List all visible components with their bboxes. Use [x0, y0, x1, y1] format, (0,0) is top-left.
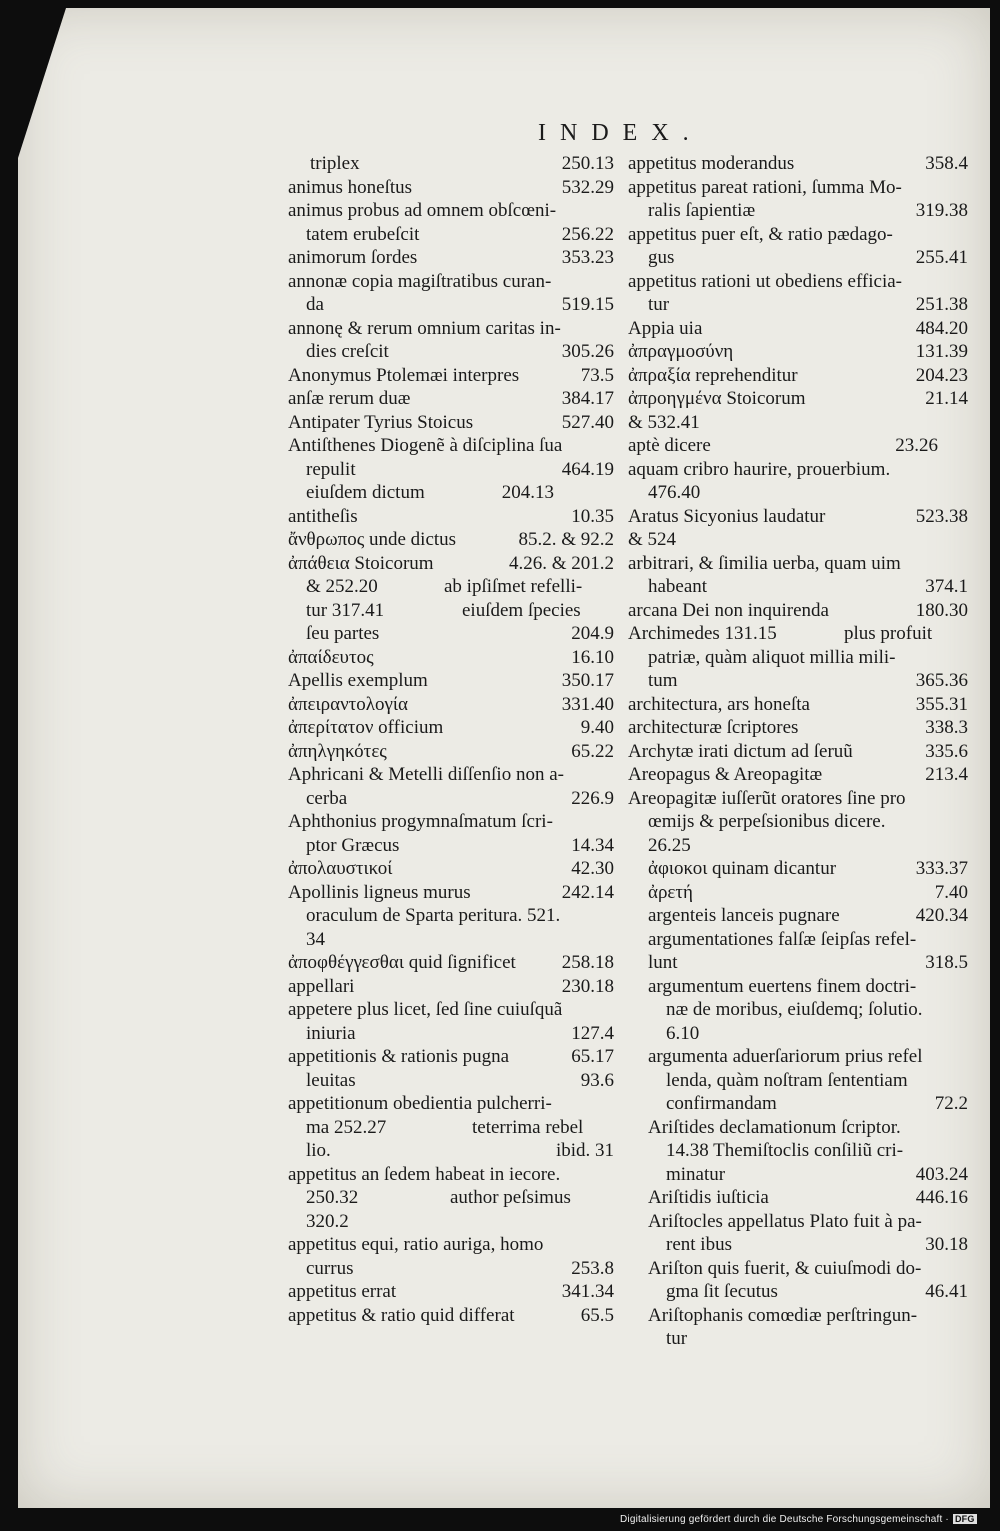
entry-term: minatur: [666, 1163, 726, 1185]
index-entry: [628, 834, 968, 858]
index-entry: [274, 246, 614, 270]
entry-reference: ibid. 31: [555, 1140, 614, 1161]
index-entry: [628, 998, 968, 1022]
entry-term: ἀπραξία reprehenditur: [628, 364, 798, 386]
entry-term: anſæ rerum duæ: [288, 388, 411, 409]
entry-term: 476.40: [648, 482, 701, 503]
digitization-credit: [620, 1514, 977, 1525]
index-entry: [274, 975, 614, 999]
entry-term: Ariſtophanis comœdiæ perſtringun-: [648, 1304, 918, 1326]
entry-term: appetitus puer eſt, & ratio pædago-: [628, 223, 893, 245]
entry-term: Apellis exemplum: [288, 670, 428, 691]
entry-term: appetitionis & rationis pugna: [288, 1046, 510, 1067]
entry-reference: 341.34: [561, 1281, 614, 1302]
index-entry: [274, 1139, 614, 1163]
index-entry: [628, 810, 968, 834]
entry-reference: 355.31: [915, 693, 968, 715]
entry-term: & 524: [628, 529, 677, 550]
entry-reference: 4.26. & 201.2: [508, 552, 614, 574]
index-entry: [274, 340, 614, 364]
index-entry: [274, 810, 614, 834]
entry-term: Anonymus Ptolemæi interpres: [288, 364, 520, 386]
index-entry: [628, 1186, 968, 1210]
index-entry: [628, 434, 968, 458]
index-entry: [628, 317, 968, 341]
entry-term: argumentum euertens finem doctri-: [648, 975, 917, 997]
index-entry: [274, 1257, 614, 1281]
index-entry: [628, 928, 968, 952]
entry-term: ἀπειραντολογία: [288, 693, 408, 715]
index-entry: [628, 716, 968, 740]
entry-term: argumenta aduerſariorum prius refel: [648, 1046, 923, 1067]
entry-term: appetere plus licet, ſed ſine cuiuſquã: [288, 999, 563, 1020]
index-entry: [274, 1116, 614, 1140]
index-entry: [274, 1069, 614, 1093]
entry-term: gma ſit ſecutus: [666, 1281, 778, 1302]
index-entry: [628, 1210, 968, 1234]
entry-term: tur 317.41: [306, 599, 385, 621]
entry-term: animus honeſtus: [288, 176, 413, 198]
index-entry: [628, 693, 968, 717]
index-entry: [274, 881, 614, 905]
entry-term: aptè dicere: [628, 435, 711, 456]
entry-reference: 65.17: [571, 1046, 614, 1067]
entry-reference: 204.23: [915, 364, 968, 386]
index-entry: [628, 857, 968, 881]
index-entry: [628, 1139, 968, 1163]
entry-term: 34: [306, 928, 325, 950]
dfg-logo: DFG: [954, 1514, 975, 1524]
entry-subterm: eiuſdem ſpecies: [462, 599, 581, 621]
entry-term: currus: [306, 1257, 354, 1279]
entry-term: architectura, ars honeſta: [628, 693, 810, 715]
index-entry: [274, 1233, 614, 1257]
entry-reference: 318.5: [925, 952, 968, 973]
entry-term: antitheſis: [288, 505, 358, 527]
entry-term: & 532.41: [628, 411, 700, 433]
entry-subterm: teterrima rebel: [472, 1116, 584, 1138]
credit-text: Digitalisierung gefördert durch die Deutsche Forschungsgemeinschaft ·: [620, 1514, 949, 1525]
entry-term: arcana Dei non inquirenda: [628, 599, 829, 621]
index-entry: [274, 458, 614, 482]
index-entry: [628, 763, 968, 787]
entry-reference: 21.14: [925, 388, 968, 409]
entry-term: tur: [648, 294, 670, 315]
entry-reference: 319.38: [915, 200, 968, 221]
entry-term: lenda, quàm noſtram ſententiam: [666, 1069, 908, 1091]
entry-reference: 258.18: [561, 952, 614, 973]
book-page: [18, 8, 990, 1508]
entry-term: da: [306, 294, 324, 315]
entry-subterm: ab ipſiſmet refelli-: [444, 576, 583, 597]
index-entry: [628, 669, 968, 693]
index-entry: [628, 387, 968, 411]
entry-term: arbitrari, & ſimilia uerba, quam uim: [628, 552, 901, 574]
index-entry: [628, 881, 968, 905]
index-entry: [274, 434, 614, 458]
entry-reference: 204.13: [501, 482, 554, 503]
entry-reference: 532.29: [561, 176, 614, 198]
index-entry: [274, 646, 614, 670]
entry-term: dies creſcit: [306, 341, 389, 362]
index-entry: [628, 199, 968, 223]
entry-term: appellari: [288, 975, 355, 997]
entry-term: eiuſdem dictum: [306, 482, 425, 503]
index-entry: [274, 904, 614, 928]
entry-term: ἀπροηγμένα Stoicorum: [628, 388, 806, 409]
entry-reference: 7.40: [934, 881, 968, 903]
index-entry: [628, 1257, 968, 1281]
index-entry: [628, 176, 968, 200]
entry-term: Archytæ irati dictum ad ſeruũ: [628, 740, 853, 762]
index-entry: [274, 317, 614, 341]
index-entry: [628, 293, 968, 317]
index-entry: [628, 787, 968, 811]
index-entry: [274, 928, 614, 952]
entry-term: ἀπραγμοσύνη: [628, 341, 734, 362]
index-entry: [628, 411, 968, 435]
index-entry: [628, 1045, 968, 1069]
entry-reference: 255.41: [915, 247, 968, 268]
index-entry: [274, 1280, 614, 1304]
entry-reference: 230.18: [561, 975, 614, 997]
entry-term: ἄνθρωπος unde dictus: [288, 529, 457, 550]
entry-reference: 335.6: [925, 740, 968, 762]
index-entry: [628, 575, 968, 599]
index-entry: [274, 763, 614, 787]
entry-reference: 420.34: [915, 905, 968, 926]
index-entry: [274, 223, 614, 247]
entry-term: œmijs & perpeſsionibus dicere.: [648, 811, 886, 832]
entry-term: lunt: [648, 952, 678, 973]
entry-term: Apollinis ligneus murus: [288, 881, 471, 903]
entry-reference: 65.5: [580, 1304, 614, 1326]
index-entry: [274, 716, 614, 740]
index-entry: [628, 270, 968, 294]
entry-reference: 333.37: [915, 858, 968, 879]
entry-reference: 519.15: [561, 294, 614, 315]
index-entry: [274, 622, 614, 646]
index-entry: [274, 834, 614, 858]
entry-term: appetitus equi, ratio auriga, homo: [288, 1234, 544, 1255]
entry-term: appetitus errat: [288, 1281, 397, 1302]
entry-term: Ariſtocles appellatus Plato fuit à pa-: [648, 1210, 922, 1232]
entry-term: appetitus pareat rationi, ſumma Mo-: [628, 176, 902, 198]
entry-term: lio.: [306, 1140, 331, 1161]
entry-term: appetitionum obedientia pulcherri-: [288, 1093, 552, 1114]
entry-term: Appia uia: [628, 317, 703, 339]
entry-reference: 16.10: [571, 646, 614, 668]
entry-term: ma 252.27: [306, 1116, 387, 1138]
left-index-column: [274, 152, 614, 1327]
entry-term: Ariſtidis iuſticia: [648, 1187, 769, 1208]
index-entry: [274, 998, 614, 1022]
index-entry: [628, 1233, 968, 1257]
entry-reference: 250.13: [561, 153, 614, 174]
entry-reference: 9.40: [580, 717, 614, 738]
entry-reference: 14.34: [571, 834, 614, 856]
entry-reference: 374.1: [925, 576, 968, 597]
entry-term: tum: [648, 670, 678, 691]
entry-term: Aphricani & Metelli diſſenſio non a-: [288, 764, 564, 785]
index-entry: [628, 1069, 968, 1093]
index-entry: [274, 1186, 614, 1210]
entry-term: ἀπολαυστικοί: [288, 858, 393, 879]
entry-term: 6.10: [666, 1022, 700, 1044]
index-entry: [628, 622, 968, 646]
index-entry: [628, 951, 968, 975]
index-entry: [628, 740, 968, 764]
index-entry: [628, 1092, 968, 1116]
entry-term: Ariſton quis fuerit, & cuiuſmodi do-: [648, 1257, 922, 1279]
index-entry: [628, 364, 968, 388]
entry-subterm: author peſsimus: [450, 1187, 571, 1208]
index-entry: [274, 505, 614, 529]
index-entry: [628, 599, 968, 623]
entry-term: tur: [666, 1328, 688, 1349]
index-entry: [628, 1327, 968, 1351]
index-entry: [274, 740, 614, 764]
index-entry: [274, 387, 614, 411]
index-entry: [628, 528, 968, 552]
entry-term: argumentationes falſæ ſeipſas refel-: [648, 928, 917, 950]
entry-term: Aphthonius progymnaſmatum ſcri-: [288, 811, 553, 832]
entry-reference: 93.6: [580, 1069, 614, 1091]
entry-term: aquam cribro haurire, prouerbium.: [628, 458, 891, 480]
index-entry: [274, 176, 614, 200]
entry-term: Aratus Sicyonius laudatur: [628, 505, 826, 527]
entry-reference: 127.4: [571, 1022, 614, 1044]
index-entry: [628, 481, 968, 505]
index-entry: [274, 787, 614, 811]
entry-reference: 65.22: [571, 740, 614, 762]
entry-term: habeant: [648, 576, 708, 597]
index-entry: [274, 293, 614, 317]
entry-reference: 23.26: [895, 435, 938, 456]
index-entry: [274, 552, 614, 576]
index-entry: [628, 904, 968, 928]
entry-term: appetitus & ratio quid differat: [288, 1304, 515, 1326]
index-heading: INDEX.: [538, 120, 703, 146]
entry-reference: 338.3: [925, 717, 968, 738]
entry-reference: 131.39: [915, 341, 968, 362]
entry-term: architecturæ ſcriptores: [628, 717, 799, 738]
entry-term: leuitas: [306, 1069, 356, 1091]
right-index-column: [628, 152, 968, 1351]
index-entry: [274, 1210, 614, 1234]
entry-term: triplex: [310, 153, 360, 174]
entry-reference: 253.8: [571, 1257, 614, 1279]
entry-term: animorum ſordes: [288, 247, 418, 268]
index-entry: [274, 1045, 614, 1069]
entry-term: 320.2: [306, 1210, 349, 1232]
entry-reference: 365.36: [915, 670, 968, 691]
index-entry: [628, 223, 968, 247]
entry-term: 250.32: [306, 1187, 359, 1208]
entry-reference: 446.16: [915, 1187, 968, 1208]
entry-term: cerba: [306, 787, 348, 809]
index-entry: [628, 646, 968, 670]
entry-reference: 523.38: [915, 505, 968, 527]
entry-term: Antipater Tyrius Stoicus: [288, 411, 474, 433]
entry-reference: 30.18: [925, 1234, 968, 1255]
entry-term: annonę & rerum omnium caritas in-: [288, 317, 561, 339]
entry-reference: 204.9: [571, 623, 614, 644]
index-entry: [274, 1304, 614, 1328]
entry-term: næ de moribus, eiuſdemq; ſolutio.: [666, 999, 923, 1020]
index-entry: [274, 364, 614, 388]
index-entry: [274, 411, 614, 435]
entry-term: ἀπαίδευτος: [288, 646, 374, 668]
entry-term: ſeu partes: [306, 623, 380, 644]
entry-term: appetitus rationi ut obediens efficia-: [628, 270, 903, 292]
index-entry: [628, 552, 968, 576]
entry-term: Areopagus & Areopagitæ: [628, 764, 823, 785]
entry-term: ἀρετή: [648, 881, 693, 903]
entry-reference: 464.19: [561, 458, 614, 480]
entry-term: 14.38 Themiſtoclis conſiliũ cri-: [666, 1140, 904, 1161]
index-entry: [628, 458, 968, 482]
entry-reference: 46.41: [925, 1281, 968, 1302]
entry-reference: 10.35: [571, 505, 614, 527]
index-entry: [628, 152, 968, 176]
entry-reference: 331.40: [561, 693, 614, 715]
index-entry: [628, 246, 968, 270]
entry-subterm: plus profuit: [844, 623, 933, 644]
entry-reference: 305.26: [561, 341, 614, 362]
index-entry: [274, 669, 614, 693]
entry-term: patriæ, quàm aliquot millia mili-: [648, 646, 896, 668]
index-entry: [628, 1022, 968, 1046]
entry-reference: 242.14: [561, 881, 614, 903]
index-entry: [628, 505, 968, 529]
entry-term: ptor Græcus: [306, 834, 400, 856]
entry-reference: 403.24: [915, 1163, 968, 1185]
entry-term: rent ibus: [666, 1234, 732, 1255]
entry-reference: 484.20: [915, 317, 968, 339]
entry-term: ralis ſapientiæ: [648, 200, 756, 221]
entry-term: appetitus moderandus: [628, 153, 795, 174]
entry-reference: 226.9: [571, 787, 614, 809]
entry-term: confirmandam: [666, 1093, 777, 1114]
entry-reference: 213.4: [925, 764, 968, 785]
index-entry: [274, 857, 614, 881]
index-entry: [274, 1163, 614, 1187]
entry-term: oraculum de Sparta peritura. 521.: [306, 905, 561, 926]
folded-corner: [18, 8, 66, 158]
entry-term: ἀποφθέγγεσθαι quid ſignificet: [288, 952, 516, 973]
index-entry: [274, 1092, 614, 1116]
entry-term: repulit: [306, 458, 356, 480]
index-entry: [628, 975, 968, 999]
entry-reference: 85.2. & 92.2: [518, 529, 614, 550]
entry-reference: 73.5: [580, 364, 614, 386]
entry-reference: 180.30: [915, 599, 968, 621]
index-entry: [628, 340, 968, 364]
entry-term: ἀπερίτατον officium: [288, 717, 444, 738]
entry-reference: 251.38: [915, 294, 968, 315]
entry-reference: 353.23: [561, 247, 614, 268]
entry-term: animus probus ad omnem obſcœni-: [288, 200, 557, 221]
index-entry: [628, 1116, 968, 1140]
entry-reference: 384.17: [561, 388, 614, 409]
index-entry: [274, 575, 614, 599]
entry-term: annonæ copia magiſtratibus curan-: [288, 270, 552, 292]
entry-term: iniuria: [306, 1022, 356, 1044]
index-entry: [274, 528, 614, 552]
index-entry: [628, 1304, 968, 1328]
entry-term: & 252.20: [306, 576, 378, 597]
entry-term: appetitus an ſedem habeat in iecore.: [288, 1163, 561, 1185]
entry-reference: 256.22: [561, 223, 614, 245]
index-entry: [274, 481, 614, 505]
entry-term: gus: [648, 247, 675, 268]
entry-term: ἀπάθεια Stoicorum: [288, 552, 434, 574]
entry-term: Areopagitæ iuſſerũt oratores ſine pro: [628, 787, 906, 809]
index-entry: [274, 693, 614, 717]
entry-term: Ariſtides declamationum ſcriptor.: [648, 1116, 901, 1138]
index-entry: [628, 1280, 968, 1304]
index-entry: [274, 1022, 614, 1046]
entry-reference: 42.30: [571, 858, 614, 879]
index-entry: [274, 599, 614, 623]
index-entry: [274, 152, 614, 176]
entry-term: ἀπηλγηκότες: [288, 740, 387, 762]
entry-reference: 350.17: [561, 670, 614, 691]
index-entry: [274, 199, 614, 223]
entry-term: Archimedes 131.15: [628, 623, 777, 644]
entry-reference: 358.4: [925, 153, 968, 174]
entry-term: 26.25: [648, 834, 691, 856]
entry-term: tatem erubeſcit: [306, 223, 420, 245]
entry-reference: 72.2: [934, 1093, 968, 1114]
entry-reference: 527.40: [561, 411, 614, 433]
index-entry: [274, 270, 614, 294]
entry-term: argenteis lanceis pugnare: [648, 905, 840, 926]
index-entry: [628, 1163, 968, 1187]
index-entry: [274, 951, 614, 975]
entry-term: ἀφιοκοι quinam dicantur: [648, 858, 837, 879]
entry-term: Antiſthenes Diogenẽ à diſciplina ſua: [288, 435, 563, 456]
